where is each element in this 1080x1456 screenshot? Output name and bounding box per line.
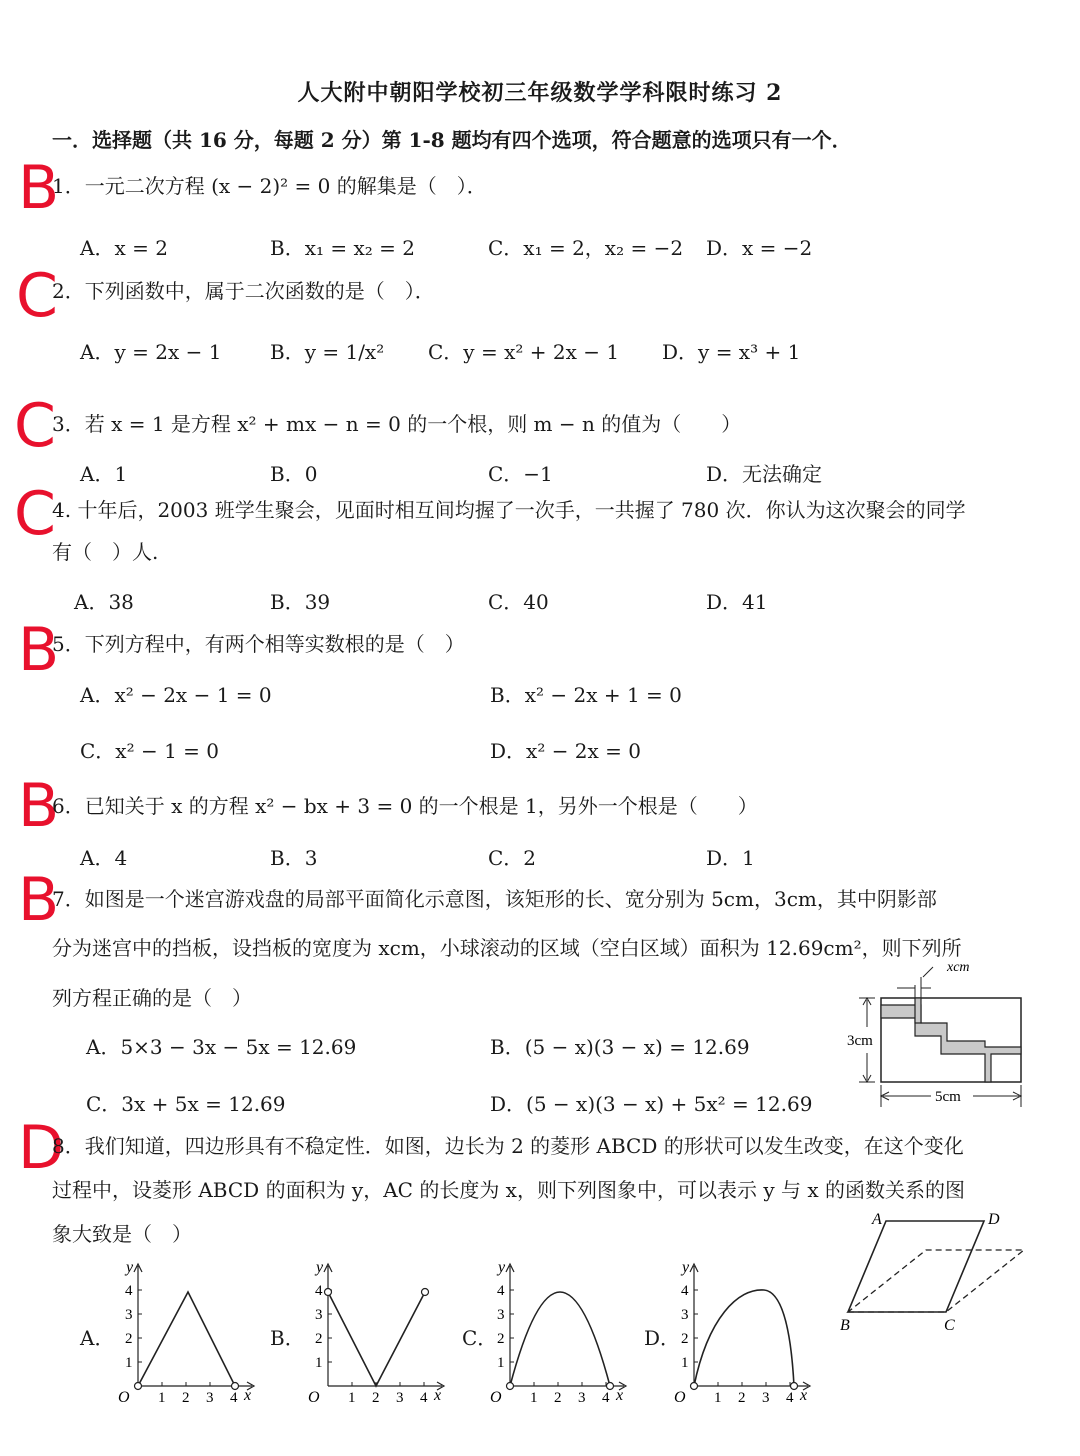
graph-c-x-tick-label: 4 <box>602 1390 610 1406</box>
q7-option-d: D．(5 − x)(3 − x) + 5x² = 12.69 <box>490 1092 813 1116</box>
graph-b-y-tick-label: 4 <box>315 1283 323 1299</box>
graph-c-y-label: y <box>498 1259 506 1276</box>
graph-a-x-tick-label: 3 <box>206 1390 214 1406</box>
q4-option-b: B．39 <box>270 590 331 614</box>
q5-option-b: B．x² − 2x + 1 = 0 <box>490 683 682 707</box>
q3-option-b: B．0 <box>270 462 318 486</box>
graph-a-curve <box>138 1292 235 1386</box>
question-8-stem: 8．我们知道，四边形具有不稳定性．如图，边长为 2 的菱形 ABCD 的形状可以发生改变，在这个变化 <box>52 1134 964 1158</box>
q1-option-b: B．x₁ = x₂ = 2 <box>270 236 415 260</box>
maze-label-width: 5cm <box>935 1089 961 1105</box>
q6-option-b: B．3 <box>270 846 318 870</box>
graph-b-x-tick-label: 1 <box>348 1390 356 1406</box>
handwritten-answer-1: B <box>18 153 60 223</box>
q2-option-b: B．y = 1/x² <box>270 340 385 364</box>
q8-option-d: D． <box>644 1326 681 1350</box>
graph-b-x-tick-label: 4 <box>420 1390 428 1406</box>
graph-a-origin-label: O <box>118 1389 130 1406</box>
handwritten-answer-6: B <box>18 771 60 841</box>
graph-d-origin-label: O <box>674 1389 686 1406</box>
handwritten-answer-7: B <box>18 865 60 935</box>
graph-d-y-label: y <box>682 1259 690 1276</box>
q4-option-d: D．41 <box>706 590 768 614</box>
q4-option-c: C．40 <box>488 590 549 614</box>
page-title: 人大附中朝阳学校初三年级数学学科限时练习 2 <box>297 80 783 106</box>
q8-option-b: B． <box>270 1326 305 1350</box>
graph-d-y-tick-label: 3 <box>681 1307 689 1323</box>
rhombus-figure <box>836 1206 1036 1336</box>
graph-c-x-tick-label: 1 <box>530 1390 538 1406</box>
graph-d-curve <box>694 1290 794 1386</box>
graph-a-y-tick-label: 4 <box>125 1283 133 1299</box>
maze-label-height: 3cm <box>847 1033 873 1049</box>
question-2-stem: 2．下列函数中，属于二次函数的是（ ）． <box>52 279 435 303</box>
question-4-stem: 4. 十年后，2003 班学生聚会，见面时相互间均握了一次手，一共握了 780 次．你认为这次聚会的同学 <box>52 498 966 522</box>
graph-a-x-label: x <box>244 1387 252 1404</box>
graph-b-origin-label: O <box>308 1389 320 1406</box>
graph-a <box>112 1258 262 1408</box>
q7-option-b: B．(5 − x)(3 − x) = 12.69 <box>490 1035 750 1059</box>
question-1-stem: 1．一元二次方程 (x − 2)² = 0 的解集是（ ）． <box>52 174 487 198</box>
graph-b-curve <box>328 1292 425 1386</box>
graph-a-y-tick-label: 3 <box>125 1307 133 1323</box>
graph-c-y-tick-label: 3 <box>497 1307 505 1323</box>
handwritten-answer-2: C <box>16 261 58 331</box>
question-8-stem-cont2: 象大致是（ ） <box>52 1222 192 1246</box>
question-6-stem: 6．已知关于 x 的方程 x² − bx + 3 = 0 的一个根是 1，另外一个根是（ ） <box>52 794 758 818</box>
handwritten-answer-4: C <box>14 479 56 549</box>
graph-b-y-label: y <box>316 1259 324 1276</box>
graph-d-x-tick-label: 1 <box>714 1390 722 1406</box>
maze-label-x: xcm <box>947 960 970 975</box>
question-7-stem-cont: 分为迷宫中的挡板，设挡板的宽度为 xcm，小球滚动的区域（空白区域）面积为 12.69cm²，则下列所 <box>52 936 962 960</box>
handwritten-answer-8: D <box>18 1113 65 1183</box>
graph-c-y-tick-label: 1 <box>497 1355 505 1371</box>
q2-option-a: A．y = 2x − 1 <box>80 340 222 364</box>
q5-option-d: D．x² − 2x = 0 <box>490 739 642 763</box>
question-8-stem-cont: 过程中，设菱形 ABCD 的面积为 y，AC 的长度为 x，则下列图象中，可以表示 y 与 x 的函数关系的图 <box>52 1178 965 1202</box>
graph-a-y-label: y <box>126 1259 134 1276</box>
handwritten-answer-5: B <box>18 615 60 685</box>
graph-d-open-point-left <box>691 1383 698 1390</box>
graph-d-y-tick-label: 2 <box>681 1331 689 1347</box>
graph-b-x-label: x <box>434 1387 442 1404</box>
q4-option-a: A．38 <box>74 590 134 614</box>
graph-d-x-label: x <box>800 1387 808 1404</box>
graph-a-x-tick-label: 2 <box>182 1390 190 1406</box>
graph-d-x-tick-label: 4 <box>786 1390 794 1406</box>
graph-d-y-tick-label: 1 <box>681 1355 689 1371</box>
graph-c-x-tick-label: 3 <box>578 1390 586 1406</box>
graph-d <box>668 1258 818 1408</box>
graph-b-x-tick-label: 2 <box>372 1390 380 1406</box>
graph-b-open-point-right <box>422 1289 429 1296</box>
question-7-stem-cont2: 列方程正确的是（ ） <box>52 986 252 1010</box>
graph-c-x-tick-label: 2 <box>554 1390 562 1406</box>
graph-d-x-tick-label: 3 <box>762 1390 770 1406</box>
graph-b-open-point-left <box>325 1289 332 1296</box>
vertex-c: C <box>944 1317 955 1334</box>
q1-option-d: D．x = −2 <box>706 236 813 260</box>
rhombus-deformed <box>848 1250 1024 1312</box>
maze-figure <box>835 955 1035 1115</box>
graph-c-y-tick-label: 4 <box>497 1283 505 1299</box>
question-7-stem: 7．如图是一个迷宫游戏盘的局部平面简化示意图，该矩形的长、宽分别为 5cm，3cm，其中阴影部 <box>52 887 937 911</box>
graph-c-open-point-left <box>507 1383 514 1390</box>
q5-option-a: A．x² − 2x − 1 = 0 <box>80 683 272 707</box>
graph-c-open-point-right <box>607 1383 614 1390</box>
graph-a-x-tick-label: 4 <box>230 1390 238 1406</box>
q1-option-a: A．x = 2 <box>80 236 168 260</box>
vertex-d: D <box>988 1211 1000 1228</box>
graph-d-open-point-right <box>791 1383 798 1390</box>
q7-option-c: C．3x + 5x = 12.69 <box>86 1092 286 1116</box>
graph-b <box>302 1258 452 1408</box>
q6-option-a: A．4 <box>80 846 128 870</box>
q6-option-c: C．2 <box>488 846 537 870</box>
q2-option-c: C．y = x² + 2x − 1 <box>428 340 620 364</box>
graph-a-open-point-left <box>135 1383 142 1390</box>
handwritten-answer-3: C <box>14 391 56 461</box>
q7-option-a: A．5×3 − 3x − 5x = 12.69 <box>86 1035 357 1059</box>
graph-c-curve <box>510 1292 610 1386</box>
graph-a-x-tick-label: 1 <box>158 1390 166 1406</box>
section-heading: 一．选择题（共 16 分，每题 2 分）第 1-8 题均有四个选项，符合题意的选项只有一个． <box>52 128 852 152</box>
question-5-stem: 5．下列方程中，有两个相等实数根的是（ ） <box>52 632 465 656</box>
graph-b-x-tick-label: 3 <box>396 1390 404 1406</box>
q3-option-c: C．−1 <box>488 462 553 486</box>
graph-c-x-label: x <box>616 1387 624 1404</box>
graph-d-x-tick-label: 2 <box>738 1390 746 1406</box>
graph-c-origin-label: O <box>490 1389 502 1406</box>
q5-option-c: C．x² − 1 = 0 <box>80 739 219 763</box>
vertex-b: B <box>840 1317 850 1334</box>
graph-b-y-tick-label: 1 <box>315 1355 323 1371</box>
q8-option-c: C． <box>462 1326 498 1350</box>
q6-option-d: D．1 <box>706 846 755 870</box>
graph-a-open-point-right <box>232 1383 239 1390</box>
vertex-a: A <box>872 1211 882 1228</box>
q2-option-d: D．y = x³ + 1 <box>662 340 801 364</box>
graph-b-y-tick-label: 2 <box>315 1331 323 1347</box>
question-4-stem-cont: 有（ ）人. <box>52 540 159 564</box>
question-3-stem: 3．若 x = 1 是方程 x² + mx − n = 0 的一个根，则 m − n 的值为（ ） <box>52 412 742 436</box>
q1-option-c: C．x₁ = 2，x₂ = −2 <box>488 236 684 260</box>
graph-d-y-tick-label: 4 <box>681 1283 689 1299</box>
graph-a-y-tick-label: 2 <box>125 1331 133 1347</box>
graph-a-y-tick-label: 1 <box>125 1355 133 1371</box>
graph-c <box>484 1258 634 1408</box>
graph-b-y-tick-label: 3 <box>315 1307 323 1323</box>
q3-option-d: D．无法确定 <box>706 462 823 486</box>
graph-c-y-tick-label: 2 <box>497 1331 505 1347</box>
q8-option-a: A． <box>80 1326 115 1350</box>
q3-option-a: A．1 <box>80 462 128 486</box>
